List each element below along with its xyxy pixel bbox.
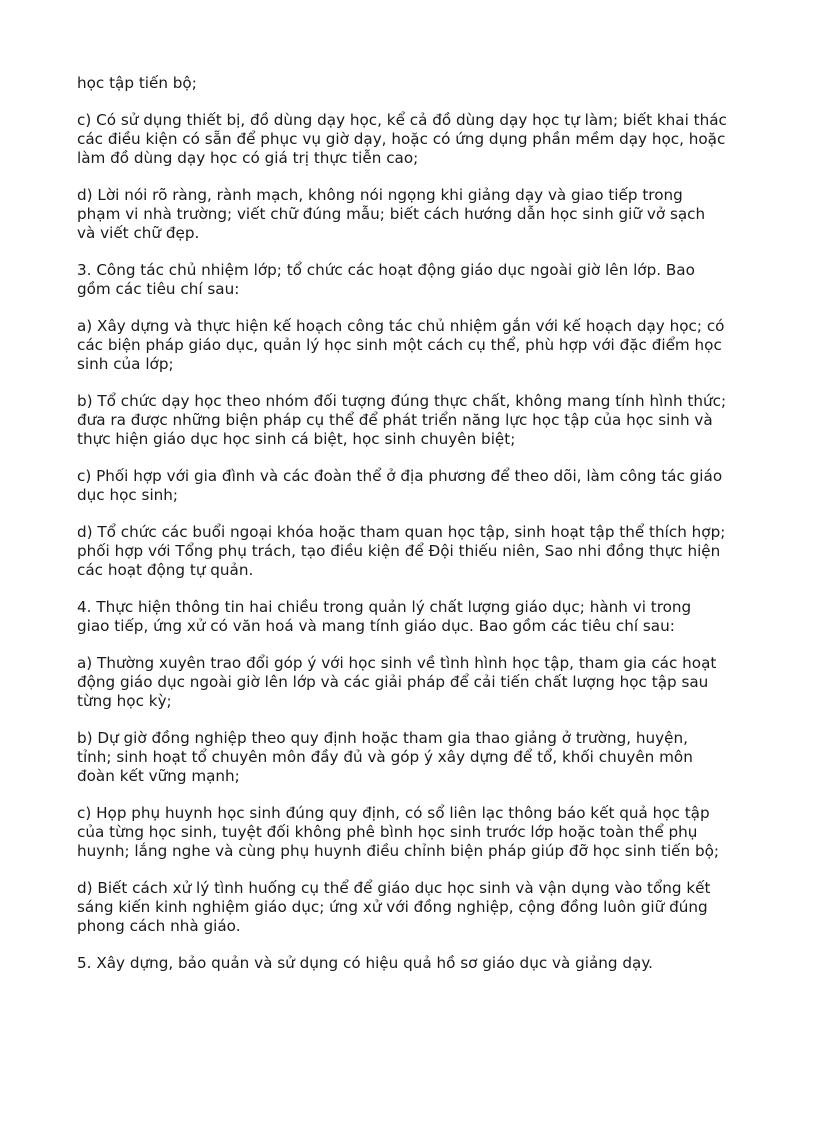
paragraph-section-3-criterion-d: d) Tổ chức các buổi ngoại khóa hoặc tham quan học tập, sinh hoạt tập thể thích hợp; phối hợp với Tổng phụ trách, tạo điều kiện để Đội thiếu niên, Sao nhi đồng thực hiện các hoạt động tự quản. — [77, 523, 726, 579]
paragraph-section-3-criterion-c: c) Phối hợp với gia đình và các đoàn thể ở địa phương để theo dõi, làm công tác giáo dục học sinh; — [77, 467, 723, 504]
paragraph-section-3-criterion-a: a) Xây dựng và thực hiện kế hoạch công tác chủ nhiệm gắn với kế hoạch dạy học; có các biện pháp giáo dục, quản lý học sinh một cách cụ thể, phù hợp với đặc điểm học sinh của lớp; — [77, 317, 725, 373]
paragraph-section-4-criterion-d: d) Biết cách xử lý tình huống cụ thể để giáo dục học sinh và vận dụng vào tổng kết sáng kiến kinh nghiệm giáo dục; ứng xử với đồng nghiệp, cộng đồng luôn giữ đúng phong cách nhà giáo. — [77, 879, 711, 935]
paragraph-section-4-heading: 4. Thực hiện thông tin hai chiều trong quản lý chất lượng giáo dục; hành vi trong giao tiếp, ứng xử có văn hoá và mang tính giáo dục. Bao gồm các tiêu chí sau: — [77, 598, 692, 635]
paragraph-criterion-d-speech-writing: d) Lời nói rõ ràng, rành mạch, không nói ngọng khi giảng dạy và giao tiếp trong phạm vi nhà trường; viết chữ đúng mẫu; biết cách hướng dẫn học sinh giữ vở sạch và viết chữ đẹp. — [77, 186, 706, 242]
paragraph-section-4-criterion-b: b) Dự giờ đồng nghiệp theo quy định hoặc tham gia thao giảng ở trường, huyện, tỉnh; sinh hoạt tổ chuyên môn đầy đủ và góp ý xây dựng để tổ, khối chuyên môn đoàn kết vững mạnh; — [77, 729, 693, 785]
document-body — [77, 74, 727, 991]
paragraph-section-4-criterion-c: c) Họp phụ huynh học sinh đúng quy định, có sổ liên lạc thông báo kết quả học tập của từng học sinh, tuyệt đối không phê bình học sinh trước lớp hoặc toàn thể phụ huynh; lắng nghe và cùng phụ huynh điều chỉnh biện pháp giúp đỡ học sinh tiến bộ; — [77, 804, 720, 860]
paragraph-section-3-criterion-b: b) Tổ chức dạy học theo nhóm đối tượng đúng thực chất, không mang tính hình thức; đưa ra được những biện pháp cụ thể để phát triển năng lực học tập của học sinh và thực hiện giáo dục học sinh cá biệt, học sinh chuyên biệt; — [77, 392, 727, 448]
paragraph-section-3-heading: 3. Công tác chủ nhiệm lớp; tổ chức các hoạt động giáo dục ngoài giờ lên lớp. Bao gồm các tiêu chí sau: — [77, 261, 695, 298]
paragraph-section-5-heading: 5. Xây dựng, bảo quản và sử dụng có hiệu quả hồ sơ giáo dục và giảng dạy. — [77, 954, 653, 972]
paragraph-continuation: học tập tiến bộ; — [77, 74, 197, 92]
paragraph-section-4-criterion-a: a) Thường xuyên trao đổi góp ý với học sinh về tình hình học tập, tham gia các hoạt động giáo dục ngoài giờ lên lớp và các giải pháp để cải tiến chất lượng học tập sau từng học kỳ; — [77, 654, 717, 710]
paragraph-criterion-c-teaching-equipment: c) Có sử dụng thiết bị, đồ dùng dạy học, kể cả đồ dùng dạy học tự làm; biết khai thác các điều kiện có sẵn để phục vụ giờ dạy, hoặc có ứng dụng phần mềm dạy học, hoặc làm đồ dùng dạy học có giá trị thực tiễn cao; — [77, 111, 727, 167]
